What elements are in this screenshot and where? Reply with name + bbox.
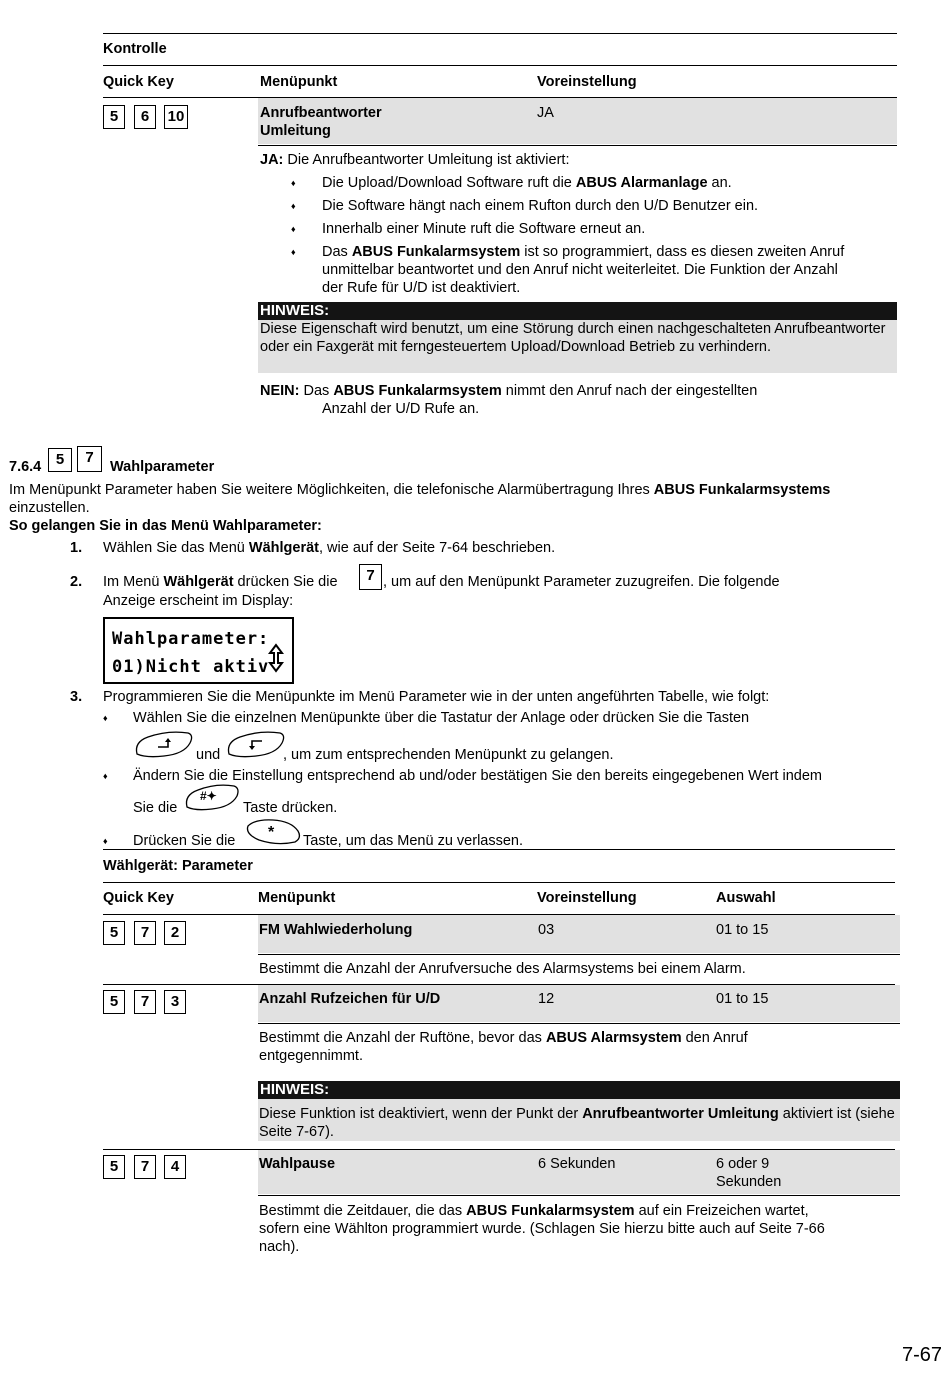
- bullet-icon: ♦: [291, 247, 296, 257]
- table-header-default: Voreinstellung: [537, 890, 637, 906]
- s2-mid: drücken Sie die: [233, 574, 338, 590]
- nein-pre: Das: [299, 383, 334, 399]
- hinweis-text: Diese Eigenschaft wird benutzt, um eine Störung durch einen nachgeschalteten Anrufbeantworter oder ein Faxgerät mit ferngesteuertem Upload/Download Betrieb zu verhindern.: [260, 321, 886, 355]
- s2-bold: Wählgerät: [163, 574, 234, 590]
- bullet-1-pre: Die Upload/Download Software ruft die: [322, 175, 576, 191]
- menu-item-line1: Anrufbeantworter: [260, 105, 382, 121]
- step-3-bullet-1: Wählen Sie die einzelnen Menüpunkte über die Tastatur der Anlage oder drücken Sie die Tasten: [133, 710, 750, 726]
- table-header-quick-key: Quick Key: [103, 890, 174, 906]
- bullet-1-post: an.: [707, 175, 732, 191]
- nein-bold: ABUS Funkalarmsystem: [333, 383, 502, 399]
- bullet-icon: ♦: [291, 224, 296, 234]
- lcd-updown-arrow-icon: [268, 643, 284, 673]
- section-key-7: 7: [77, 446, 102, 472]
- intro-bold: ABUS Funkalarmsystems: [653, 482, 831, 498]
- ja-label: JA:: [260, 152, 284, 168]
- row-574-default: 6 Sekunden: [538, 1156, 616, 1172]
- row-572-key-5: 5: [103, 921, 125, 945]
- intro-pre: Im Menüpunkt Parameter haben Sie weitere Möglichkeiten, die telefonische Alarmübertragung Ihres: [9, 482, 654, 498]
- row-574-rule: [258, 1195, 900, 1196]
- step-3-bullet-2-post: Taste drücken.: [243, 800, 338, 816]
- row-573-desc-post: den Anruf entgegennimmt.: [259, 1030, 748, 1064]
- bullet-4-post: ist so programmiert, dass es diesen zweiten Anruf unmittelbar beantwortet und den Anruf nicht weiterleitet. Die Funktion der Anzahl der Rufe für U/D ist deaktiviert.: [322, 244, 845, 296]
- bullet-4: [322, 243, 857, 297]
- row-574-desc: [259, 1202, 829, 1256]
- row-574-key-5: 5: [103, 1155, 125, 1179]
- row-574-choice-line1: 6 oder 9: [716, 1156, 770, 1172]
- row-572-default: 03: [538, 922, 555, 938]
- step-3-bullet-3-pre: Drücken Sie die: [133, 833, 236, 849]
- step-1-number: 1.: [70, 540, 83, 556]
- bullet-4-bold: ABUS Funkalarmsystem: [351, 244, 521, 260]
- lcd-line2: 01)Nicht aktiv: [112, 657, 270, 677]
- nein-label: NEIN:: [260, 383, 300, 399]
- row-573-desc: [259, 1029, 809, 1065]
- lcd-display: [103, 617, 294, 684]
- section-title: Wahlparameter: [110, 459, 215, 475]
- step-2-number: 2.: [70, 574, 83, 590]
- scroll-down-key-icon: [226, 730, 286, 760]
- row-rule: [258, 145, 897, 146]
- row-573-desc-pre: Bestimmt die Anzahl der Ruftöne, bevor das: [259, 1030, 546, 1046]
- header-menu-item: Menüpunkt: [260, 74, 338, 90]
- step-3-und: und: [196, 747, 221, 763]
- row-573-desc-bold: ABUS Alarmsystem: [545, 1030, 682, 1046]
- bullet-icon: ♦: [103, 713, 108, 723]
- s1-bold: Wählgerät: [248, 540, 319, 556]
- kontrolle-title: Kontrolle: [103, 41, 167, 57]
- section-number: 7.6.4: [9, 459, 42, 475]
- step-3-number: 3.: [70, 689, 83, 705]
- section-intro: [9, 481, 909, 517]
- scroll-up-key-icon: [134, 730, 194, 760]
- row-574-desc-post: auf ein Freizeichen wartet, sofern eine Wählton programmiert wurde. (Schlagen Sie hierzu bitte auch auf Seite 7-66 nach).: [259, 1203, 825, 1255]
- page-number: 7-67: [902, 1344, 943, 1366]
- step-2-key-7: 7: [359, 564, 382, 590]
- bullet-icon: ♦: [103, 836, 108, 846]
- bullet-4-pre: Das: [322, 244, 352, 260]
- row-573-key-5: 5: [103, 990, 125, 1014]
- row-573-hinweis-title-bar: HINWEIS:: [258, 1081, 900, 1099]
- step-3-bullet-1-post: , um zum entsprechenden Menüpunkt zu gelangen.: [283, 747, 614, 763]
- row-574-choice-line2: Sekunden: [716, 1174, 782, 1190]
- row-573-menu-item: Anzahl Rufzeichen für U/D: [259, 991, 441, 1007]
- default-value: JA: [537, 105, 554, 121]
- row-573-hinweis-pre: Diese Funktion ist deaktiviert, wenn der Punkt der: [259, 1106, 583, 1122]
- bullet-2: Die Software hängt nach einem Rufton durch den U/D Benutzer ein.: [322, 198, 759, 214]
- hash-key-glyph: #✦: [200, 789, 217, 803]
- row-574-menu-item: Wahlpause: [259, 1156, 336, 1172]
- row-572-key-2: 2: [164, 921, 186, 945]
- row-574-desc-pre: Bestimmt die Zeitdauer, die das: [259, 1203, 467, 1219]
- bullet-1: [322, 174, 732, 192]
- table-top-rule: [103, 849, 895, 850]
- bullet-1-bold: ABUS Alarmanlage: [575, 175, 708, 191]
- row-572-desc: Bestimmt die Anzahl der Anrufversuche des Alarmsystems bei einem Alarm.: [259, 961, 746, 977]
- quick-key-10: 10: [164, 105, 188, 129]
- step-2-text-a: [103, 573, 338, 591]
- bullet-icon: ♦: [103, 771, 108, 781]
- section-key-5: 5: [48, 448, 72, 472]
- row-572-key-7: 7: [134, 921, 156, 945]
- nein-line2: Anzahl der U/D Rufe an.: [322, 401, 480, 417]
- star-key-glyph: *: [268, 824, 275, 841]
- howto-heading: So gelangen Sie in das Menü Wahlparameter:: [9, 518, 322, 534]
- step-3-bullet-3-post: Taste, um das Menü zu verlassen.: [303, 833, 524, 849]
- step-2-text-b: , um auf den Menüpunkt Parameter zuzugreifen. Die folgende: [383, 574, 780, 590]
- header-default: Voreinstellung: [537, 74, 637, 90]
- step-3-bullet-2: Ändern Sie die Einstellung entsprechend ab und/oder bestätigen Sie den bereits eingegebenen Wert indem: [133, 768, 822, 784]
- menu-item-line2: Umleitung: [260, 123, 331, 139]
- step-2-line2: Anzeige erscheint im Display:: [103, 593, 294, 609]
- s1-pre: Wählen Sie das Menü: [103, 540, 249, 556]
- step-3-bullet-2-pre: Sie die: [133, 800, 178, 816]
- bullet-icon: ♦: [291, 201, 296, 211]
- table-header-choice: Auswahl: [716, 890, 776, 906]
- row-573-hinweis-text: [259, 1105, 899, 1141]
- step-1-text: [103, 539, 555, 557]
- table-header-menu-item: Menüpunkt: [258, 890, 336, 906]
- step-3-text: Programmieren Sie die Menüpunkte im Menü Parameter wie in der unten angeführten Tabelle, wie folgt:: [103, 689, 770, 705]
- row-573-key-3: 3: [164, 990, 186, 1014]
- s2-pre: Im Menü: [103, 574, 164, 590]
- quick-key-5: 5: [103, 105, 125, 129]
- row-573-rule: [258, 1023, 900, 1024]
- bullet-3: Innerhalb einer Minute ruft die Software erneut an.: [322, 221, 646, 237]
- lcd-line1: Wahlparameter:: [112, 629, 270, 649]
- row-573-default: 12: [538, 991, 555, 1007]
- ja-line: [260, 151, 569, 169]
- row-574-key-4: 4: [164, 1155, 186, 1179]
- hinweis-title-bar: HINWEIS:: [258, 302, 897, 320]
- header-quick-key: Quick Key: [103, 74, 174, 90]
- table-header-rule-top: [103, 882, 895, 883]
- quick-key-6: 6: [134, 105, 156, 129]
- bullet-icon: ♦: [291, 178, 296, 188]
- row-573-hinweis-post: aktiviert ist (siehe Seite 7-67).: [259, 1106, 895, 1140]
- row-574-key-7: 7: [134, 1155, 156, 1179]
- top-rule: [103, 33, 897, 34]
- row-572-menu-item: FM Wahlwiederholung: [259, 922, 413, 938]
- row-572-rule: [258, 954, 900, 955]
- s1-post: , wie auf der Seite 7-64 beschrieben.: [318, 540, 556, 556]
- nein-post: nimmt den Anruf nach der eingestellten: [501, 383, 758, 399]
- intro-post: einzustellen.: [9, 500, 90, 516]
- nein-line: [260, 382, 757, 400]
- row-574-desc-bold: ABUS Funkalarmsystem: [466, 1203, 635, 1219]
- header-rule-top: [103, 65, 897, 66]
- row-573-hinweis-bold: Anrufbeantworter Umleitung: [582, 1106, 779, 1122]
- table-title: Wählgerät: Parameter: [103, 858, 253, 874]
- row-573-choice: 01 to 15: [716, 991, 769, 1007]
- ja-text: Die Anrufbeantworter Umleitung ist aktiviert:: [283, 152, 570, 168]
- row-573-key-7: 7: [134, 990, 156, 1014]
- row-572-choice: 01 to 15: [716, 922, 769, 938]
